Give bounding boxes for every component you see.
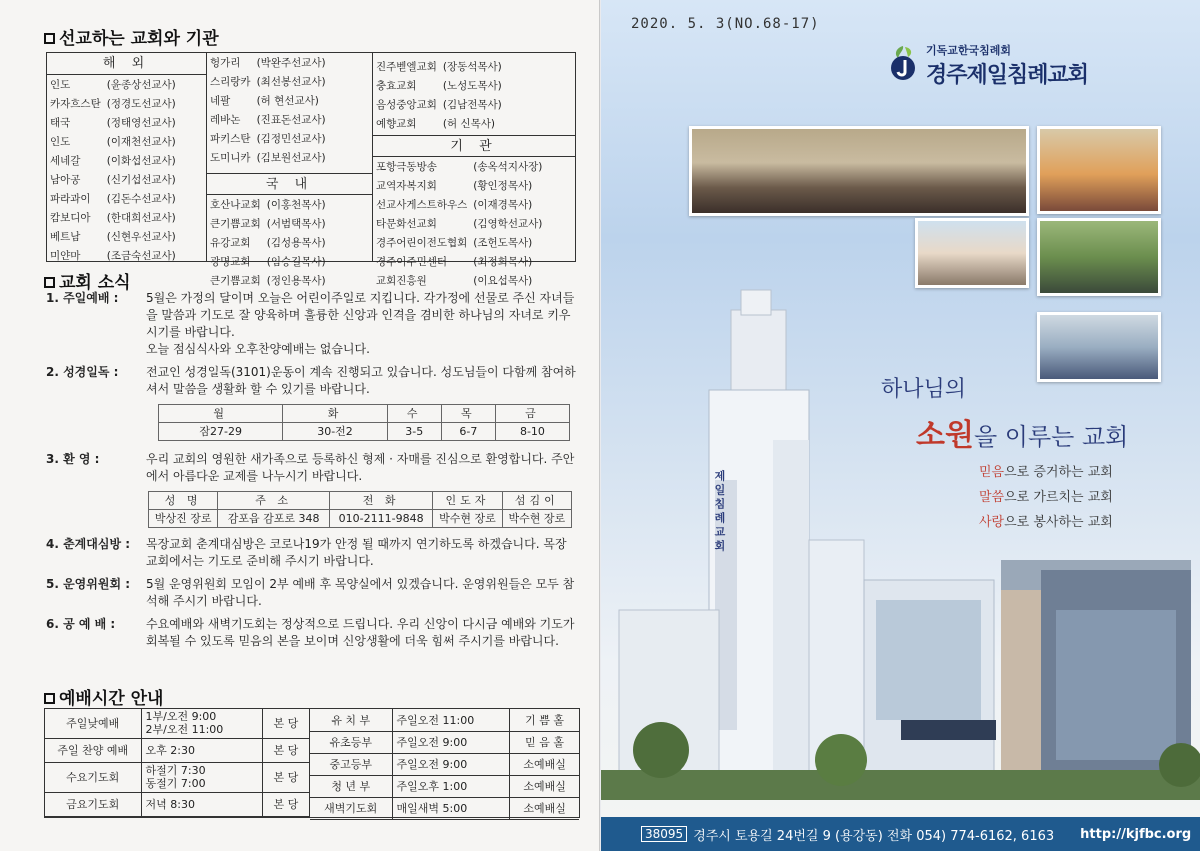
dept-row (310, 709, 579, 731)
worship-main-table (45, 709, 310, 817)
overseas2-row (207, 91, 329, 110)
overseas2-leader: (진표돈선교사) (256, 114, 326, 126)
org-name: 교역자복지회 (376, 180, 437, 192)
worship-dept-table (310, 709, 579, 820)
address-footer (601, 817, 1200, 851)
worship-time-2: 동절기 7:00 (145, 777, 206, 791)
overseas-name: 미얀마 (50, 250, 81, 262)
worship-time-2: 2부/오전 11:00 (145, 723, 224, 737)
overseas-name: 캄보디아 (50, 212, 91, 224)
worship-time-1: 하절기 7:30 (145, 764, 206, 778)
sanctuary-photo (689, 126, 1029, 216)
overseas2-row (207, 110, 329, 129)
domestic-name: 광명교회 (210, 256, 251, 268)
worship-name: 금요기도회 (45, 792, 141, 816)
org-row (373, 233, 545, 252)
news-item-6: 6. 공 예 배 : 수요예배와 새벽기도회는 정상적으로 드립니다. 우리 신앙이 다시금 예배와 기도가 회복될 수 있도록 믿음의 본을 보이며 신앙생활에 더욱 힘써 주시기를 바랍니다. (46, 617, 575, 648)
welcome-header: 섬김이 (502, 492, 571, 510)
slogan-line-1: 하나님의 (881, 377, 967, 402)
org-row (373, 214, 545, 233)
worship-box (44, 708, 580, 818)
domestic-leader: (이홍천목사) (266, 199, 326, 211)
domestic-leader: (김성용목사) (266, 237, 326, 249)
org-row (373, 157, 545, 176)
org-leader: (조헌도목사) (473, 237, 533, 249)
dept-name: 유초등부 (310, 731, 392, 753)
org-leader: (최정희목사) (473, 256, 533, 268)
org-name: 경주이주민센터 (376, 256, 448, 268)
overseas-leader: (한대희선교사) (106, 212, 176, 224)
overseas2-row (207, 148, 329, 167)
news-item-4: 4. 춘계대심방 : 목장교회 춘계대심방은 코로나19가 안정 될 때까지 연기하도록 하겠습니다. 목장교회에서는 기도로 준비해 주시기 바랍니다. (46, 537, 567, 568)
org-leader: (송옥석지사장) (473, 161, 543, 173)
worship-time-1: 저녁 8:30 (145, 797, 195, 811)
overseas-leader: (신기섭선교사) (106, 174, 176, 186)
worship-row (45, 762, 310, 792)
org-name: 선교사게스트하우스 (376, 199, 468, 211)
overseas-leader: (조금숙선교사) (106, 250, 176, 262)
overseas-row (47, 132, 179, 151)
motto-1: 믿음으로 증거하는 교회 (979, 465, 1113, 480)
overseas-name: 파라과이 (50, 193, 91, 205)
worship-time (141, 792, 262, 816)
domestic2-name: 음성중앙교회 (376, 99, 437, 111)
church-building-illustration (601, 280, 1200, 820)
dept-place: 믿 음 홀 (525, 736, 565, 749)
reading-chapter: 3-5 (387, 423, 441, 441)
dept-name: 중고등부 (310, 753, 392, 775)
reading-days-row (159, 405, 570, 423)
reading-day: 목 (441, 405, 495, 423)
domestic-name: 유강교회 (210, 237, 251, 249)
org-list (373, 157, 545, 290)
domestic2-row (373, 95, 505, 114)
denomination-name: 기독교한국침례회 (926, 44, 1012, 57)
domestic-row (207, 271, 329, 290)
overseas-leader: (이화섭선교사) (106, 155, 176, 167)
welcome-cell: 감포읍 감포로 348 (218, 510, 330, 528)
org-row (373, 195, 545, 214)
overseas-leader: (이재천선교사) (106, 136, 176, 148)
building-sign: 제일침례교회 (713, 470, 726, 554)
news-item-3: 3. 환 영 : 우리 교회의 영원한 새가족으로 등록하신 형제 · 자매를 진심으로 환영합니다. 주안에서 아름다운 교제를 나누시기 바랍니다. (46, 452, 575, 483)
org-name: 포항극동방송 (376, 161, 437, 173)
overseas2-name: 헝가리 (210, 57, 241, 69)
dept-name: 유 치 부 (310, 709, 392, 731)
welcome-header: 성 명 (149, 492, 218, 510)
domestic2-name: 충효교회 (376, 80, 417, 92)
overseas2-row (207, 72, 329, 91)
church-address: 경주시 토용길 24번길 9 (용강동) 전화 054) 774-6162, 6163 (693, 828, 1055, 844)
org-name: 타문화선교회 (376, 218, 437, 230)
reading-chapter: 8-10 (495, 423, 569, 441)
domestic-name: 호산나교회 (210, 199, 261, 211)
domestic-leader: (정인용목사) (266, 275, 326, 287)
reading-chapter: 잠27-29 (159, 423, 283, 441)
welcome-header: 인도자 (433, 492, 502, 510)
org-leader: (황인정목사) (473, 180, 533, 192)
bible-reading-table (158, 404, 570, 441)
reading-day: 금 (495, 405, 569, 423)
overseas2-leader: (최선봉선교사) (256, 76, 326, 88)
worship-row (45, 792, 310, 816)
org-leader: (김영학선교사) (473, 218, 543, 230)
overseas2-row (207, 53, 329, 72)
domestic2-leader: (김남전목사) (442, 99, 502, 111)
news-list (46, 290, 576, 656)
news-item-2: 2. 성경일독 : 전교인 성경일독(3101)운동이 계속 진행되고 있습니다. 성도님들이 다함께 참여하셔서 말씀을 생활화 할 수 있기를 바랍니다. (46, 365, 576, 396)
dept-time: 주일오후 1:00 (392, 775, 510, 797)
domestic-row (207, 214, 329, 233)
group-photo-1 (915, 218, 1029, 288)
domestic-row (207, 233, 329, 252)
overseas-name: 베트남 (50, 231, 81, 243)
overseas-row (47, 151, 179, 170)
overseas-name: 남아공 (50, 174, 81, 186)
org-row (373, 252, 545, 271)
domestic-row (207, 195, 329, 214)
overseas-header: 해 외 (47, 53, 206, 75)
overseas2-leader: (허 현선교사) (256, 95, 319, 107)
dept-time: 주일오전 9:00 (392, 731, 510, 753)
dept-row (310, 731, 579, 753)
domestic2-leader: (노성도목사) (442, 80, 502, 92)
domestic2-row (373, 57, 505, 76)
overseas-list (47, 75, 179, 265)
welcome-data-row (149, 510, 572, 528)
dept-row (310, 797, 579, 819)
worship-time (141, 762, 262, 792)
org-row (373, 176, 545, 195)
overseas-leader: (김돈수선교사) (106, 193, 176, 205)
worship-name: 수요기도회 (45, 762, 141, 792)
worship-row (45, 709, 310, 738)
org-name: 교회진흥원 (376, 275, 427, 287)
domestic2-leader: (장동석목사) (442, 61, 502, 73)
overseas-row (47, 208, 179, 227)
overseas-name: 인도 (50, 136, 71, 148)
reading-day: 화 (283, 405, 387, 423)
overseas-name: 인도 (50, 79, 71, 91)
welcome-header-row (149, 492, 572, 510)
overseas-leader: (정경도선교사) (106, 98, 176, 110)
welcome-cell: 박수현 장로 (502, 510, 571, 528)
org-leader: (이요섭목사) (473, 275, 533, 287)
org-header: 기 관 (373, 135, 575, 157)
reading-chapters-row (159, 423, 570, 441)
overseas-name: 세네갈 (50, 155, 81, 167)
motto-3: 사랑으로 봉사하는 교회 (979, 515, 1113, 530)
overseas2-name: 네팔 (210, 95, 231, 107)
overseas-row (47, 246, 179, 265)
slogan-line-2: 소원을 이루는 교회 (916, 418, 1129, 453)
welcome-header: 전 화 (329, 492, 432, 510)
worship-row (45, 738, 310, 762)
overseas-row (47, 113, 179, 132)
news-title: 교회 소식 (44, 268, 131, 293)
domestic2-row (373, 76, 505, 95)
issue-date: 2020. 5. 3(NO.68-17) (631, 16, 820, 32)
org-leader: (이재경목사) (473, 199, 533, 211)
worship-title: 예배시간 안내 (44, 684, 163, 709)
reading-day: 수 (387, 405, 441, 423)
dept-name: 새벽기도회 (310, 797, 392, 819)
worship-place: 본 당 (273, 744, 299, 758)
website-link[interactable]: http://kjfbc.org (1080, 826, 1192, 842)
postal-code: 38095 (641, 826, 687, 842)
overseas-leader: (윤종상선교사) (106, 79, 176, 91)
worship-time-1: 오후 2:30 (145, 743, 195, 757)
reading-day: 월 (159, 405, 283, 423)
reading-chapter: 30-전2 (283, 423, 387, 441)
worship-time (141, 709, 262, 738)
dept-time: 주일오전 9:00 (392, 753, 510, 775)
overseas2-row (207, 129, 329, 148)
org-row (373, 271, 545, 290)
overseas-name: 카자흐스탄 (50, 98, 101, 110)
worship-time (141, 738, 262, 762)
dept-time: 매일새벽 5:00 (392, 797, 510, 819)
worship-place: 본 당 (273, 717, 299, 731)
overseas-leader: (신현우선교사) (106, 231, 176, 243)
overseas2-leader: (박완주선교사) (256, 57, 326, 69)
overseas-row (47, 189, 179, 208)
reading-chapter: 6-7 (441, 423, 495, 441)
welcome-cell: 박상진 장로 (149, 510, 218, 528)
domestic-leader: (임승길목사) (266, 256, 326, 268)
overseas-row (47, 170, 179, 189)
overseas2-name: 파키스탄 (210, 133, 251, 145)
dept-time: 주일오전 11:00 (392, 709, 510, 731)
domestic-row (207, 252, 329, 271)
welcome-cell: 010-2111-9848 (329, 510, 432, 528)
domestic2-leader: (허 신목사) (442, 118, 495, 130)
overseas2-name: 스리랑카 (210, 76, 251, 88)
worship-name: 주일낮예배 (45, 709, 141, 738)
overseas2-name: 레바논 (210, 114, 241, 126)
welcome-header: 주 소 (218, 492, 330, 510)
dept-row (310, 753, 579, 775)
church-name: 경주제일침례교회 (926, 63, 1089, 88)
domestic-name: 큰기쁨교회 (210, 218, 261, 230)
dept-row (310, 775, 579, 797)
welcome-cell: 박수현 장로 (433, 510, 502, 528)
overseas-leader: (정태영선교사) (106, 117, 176, 129)
domestic2-name: 예향교회 (376, 118, 417, 130)
overseas-name: 태국 (50, 117, 71, 129)
worship-time-1: 1부/오전 9:00 (145, 710, 217, 724)
overseas2-name: 도미니카 (210, 152, 251, 164)
overseas-row (47, 75, 179, 94)
domestic-list-2 (373, 57, 505, 133)
news-item-1: 1. 주일예배 : 5월은 가정의 달이며 오늘은 어린이주일로 지킵니다. 각가정에 선물로 주신 자녀들을 말씀과 기도로 잘 양육하며 훌륭한 신앙과 인격을 겸비한 하나님의 자녀로 키우시기를 바랍니다. 오늘 점심식사와 오후찬양예배는 없습니다. (46, 291, 575, 356)
dept-name: 청 년 부 (310, 775, 392, 797)
domestic-leader: (서범택목사) (266, 218, 326, 230)
motto-2: 말씀으로 가르치는 교회 (979, 490, 1113, 505)
church-logo-icon (886, 44, 920, 82)
worship-name: 주일 찬양 예배 (45, 738, 141, 762)
congregation-photo (1037, 126, 1161, 214)
worship-place: 본 당 (273, 771, 299, 785)
bulletin-cover (601, 0, 1200, 851)
overseas-list-2 (207, 53, 329, 167)
dept-place: 소예배실 (523, 802, 566, 815)
overseas2-leader: (김보원선교사) (256, 152, 326, 164)
missions-title: 선교하는 교회와 기관 (44, 24, 219, 49)
domestic-header: 국 내 (207, 173, 372, 195)
overseas-row (47, 94, 179, 113)
domestic-list (207, 195, 329, 290)
dept-place: 기 쁨 홀 (525, 713, 565, 727)
worship-place: 본 당 (273, 798, 299, 812)
overseas2-leader: (김정민선교사) (256, 133, 326, 145)
news-item-5: 5. 운영위원회 : 5월 운영위원회 모임이 2부 예배 후 목양실에서 있겠습니다. 운영위원들은 모두 참석해 주시기 바랍니다. (46, 577, 575, 608)
domestic2-row (373, 114, 505, 133)
overseas-row (47, 227, 179, 246)
domestic-name: 큰기쁨교회 (210, 275, 261, 287)
dept-place: 소예배실 (523, 758, 566, 771)
domestic2-name: 진주벧엘교회 (376, 61, 437, 73)
welcome-table (148, 491, 572, 528)
dept-place: 소예배실 (523, 780, 566, 793)
org-name: 경주어린이전도협회 (376, 237, 468, 249)
